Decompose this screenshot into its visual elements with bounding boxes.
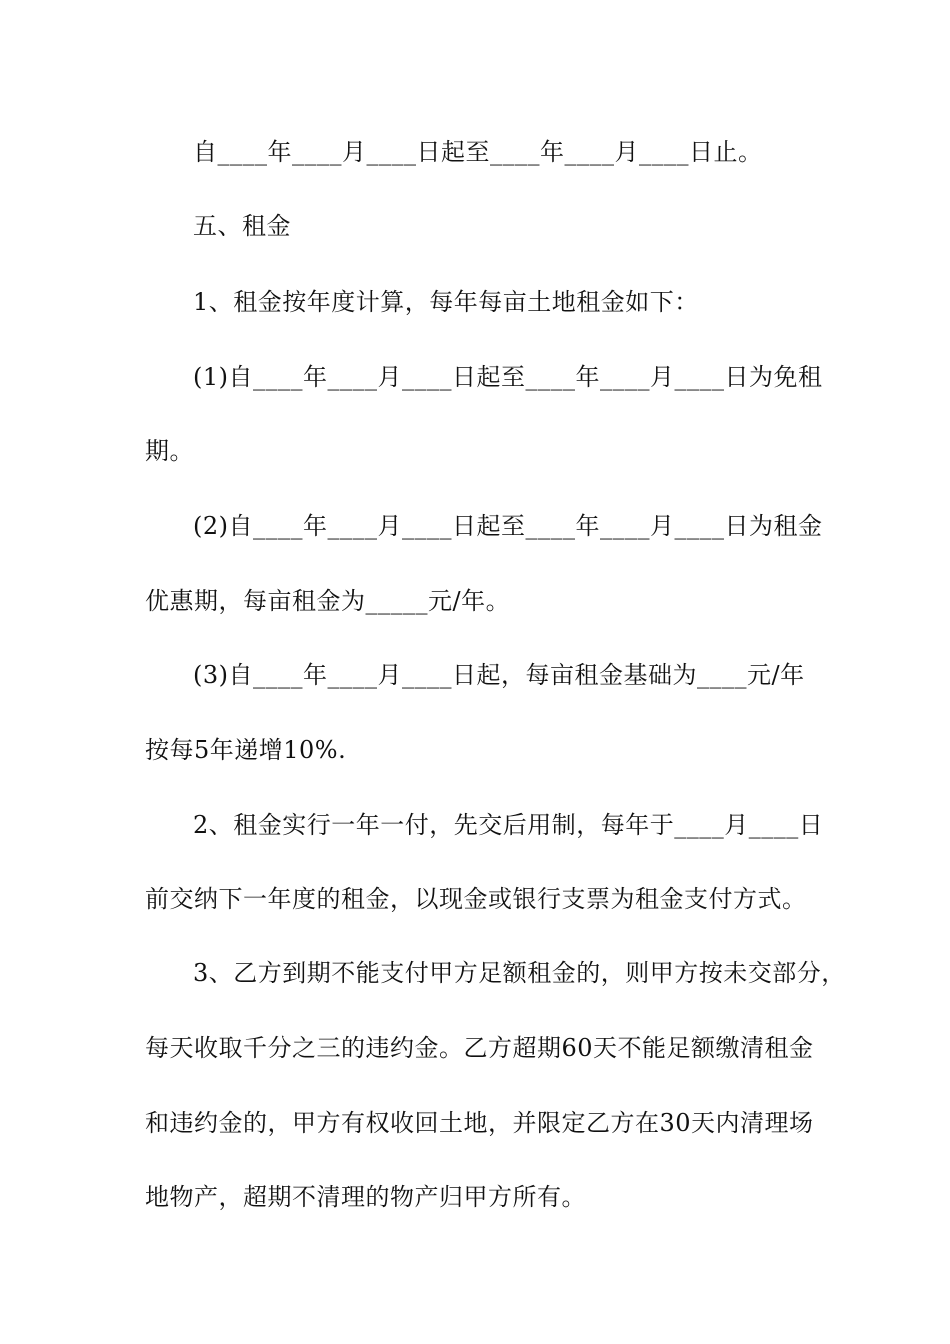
- item-2-discount-period: (2)自____年____月____日起至____年____月____日为租金: [193, 512, 823, 540]
- clause-2-continuation: 前交纳下一年度的租金，以现金或银行支票为租金支付方式。: [145, 885, 807, 913]
- section-heading-rent: 五、租金: [193, 212, 291, 240]
- item-3-base-rent: (3)自____年____月____日起，每亩租金基础为____元/年: [193, 661, 805, 689]
- item-2-continuation: 优惠期，每亩租金为_____元/年。: [145, 587, 511, 615]
- item-1-continuation: 期。: [145, 437, 194, 465]
- clause-3-late-payment: 3、乙方到期不能支付甲方足额租金的，则甲方按未交部分，: [193, 959, 846, 987]
- clause-3-continuation-3: 地物产，超期不清理的物产归甲方所有。: [145, 1183, 586, 1211]
- clause-1-rent-calculation: 1、租金按年度计算，每年每亩土地租金如下：: [193, 288, 699, 316]
- clause-3-continuation-2: 和违约金的，甲方有权收回土地，并限定乙方在30天内清理场: [145, 1109, 814, 1137]
- item-3-continuation: 按每5年递增10%.: [145, 736, 347, 764]
- item-1-rent-free-period: (1)自____年____月____日起至____年____月____日为免租: [193, 363, 823, 391]
- text-line-date-range: 自____年____月____日起至____年____月____日止。: [193, 138, 763, 166]
- clause-3-continuation-1: 每天收取千分之三的违约金。乙方超期60天不能足额缴清租金: [145, 1034, 814, 1062]
- clause-2-payment-schedule: 2、租金实行一年一付，先交后用制，每年于____月____日: [193, 811, 824, 839]
